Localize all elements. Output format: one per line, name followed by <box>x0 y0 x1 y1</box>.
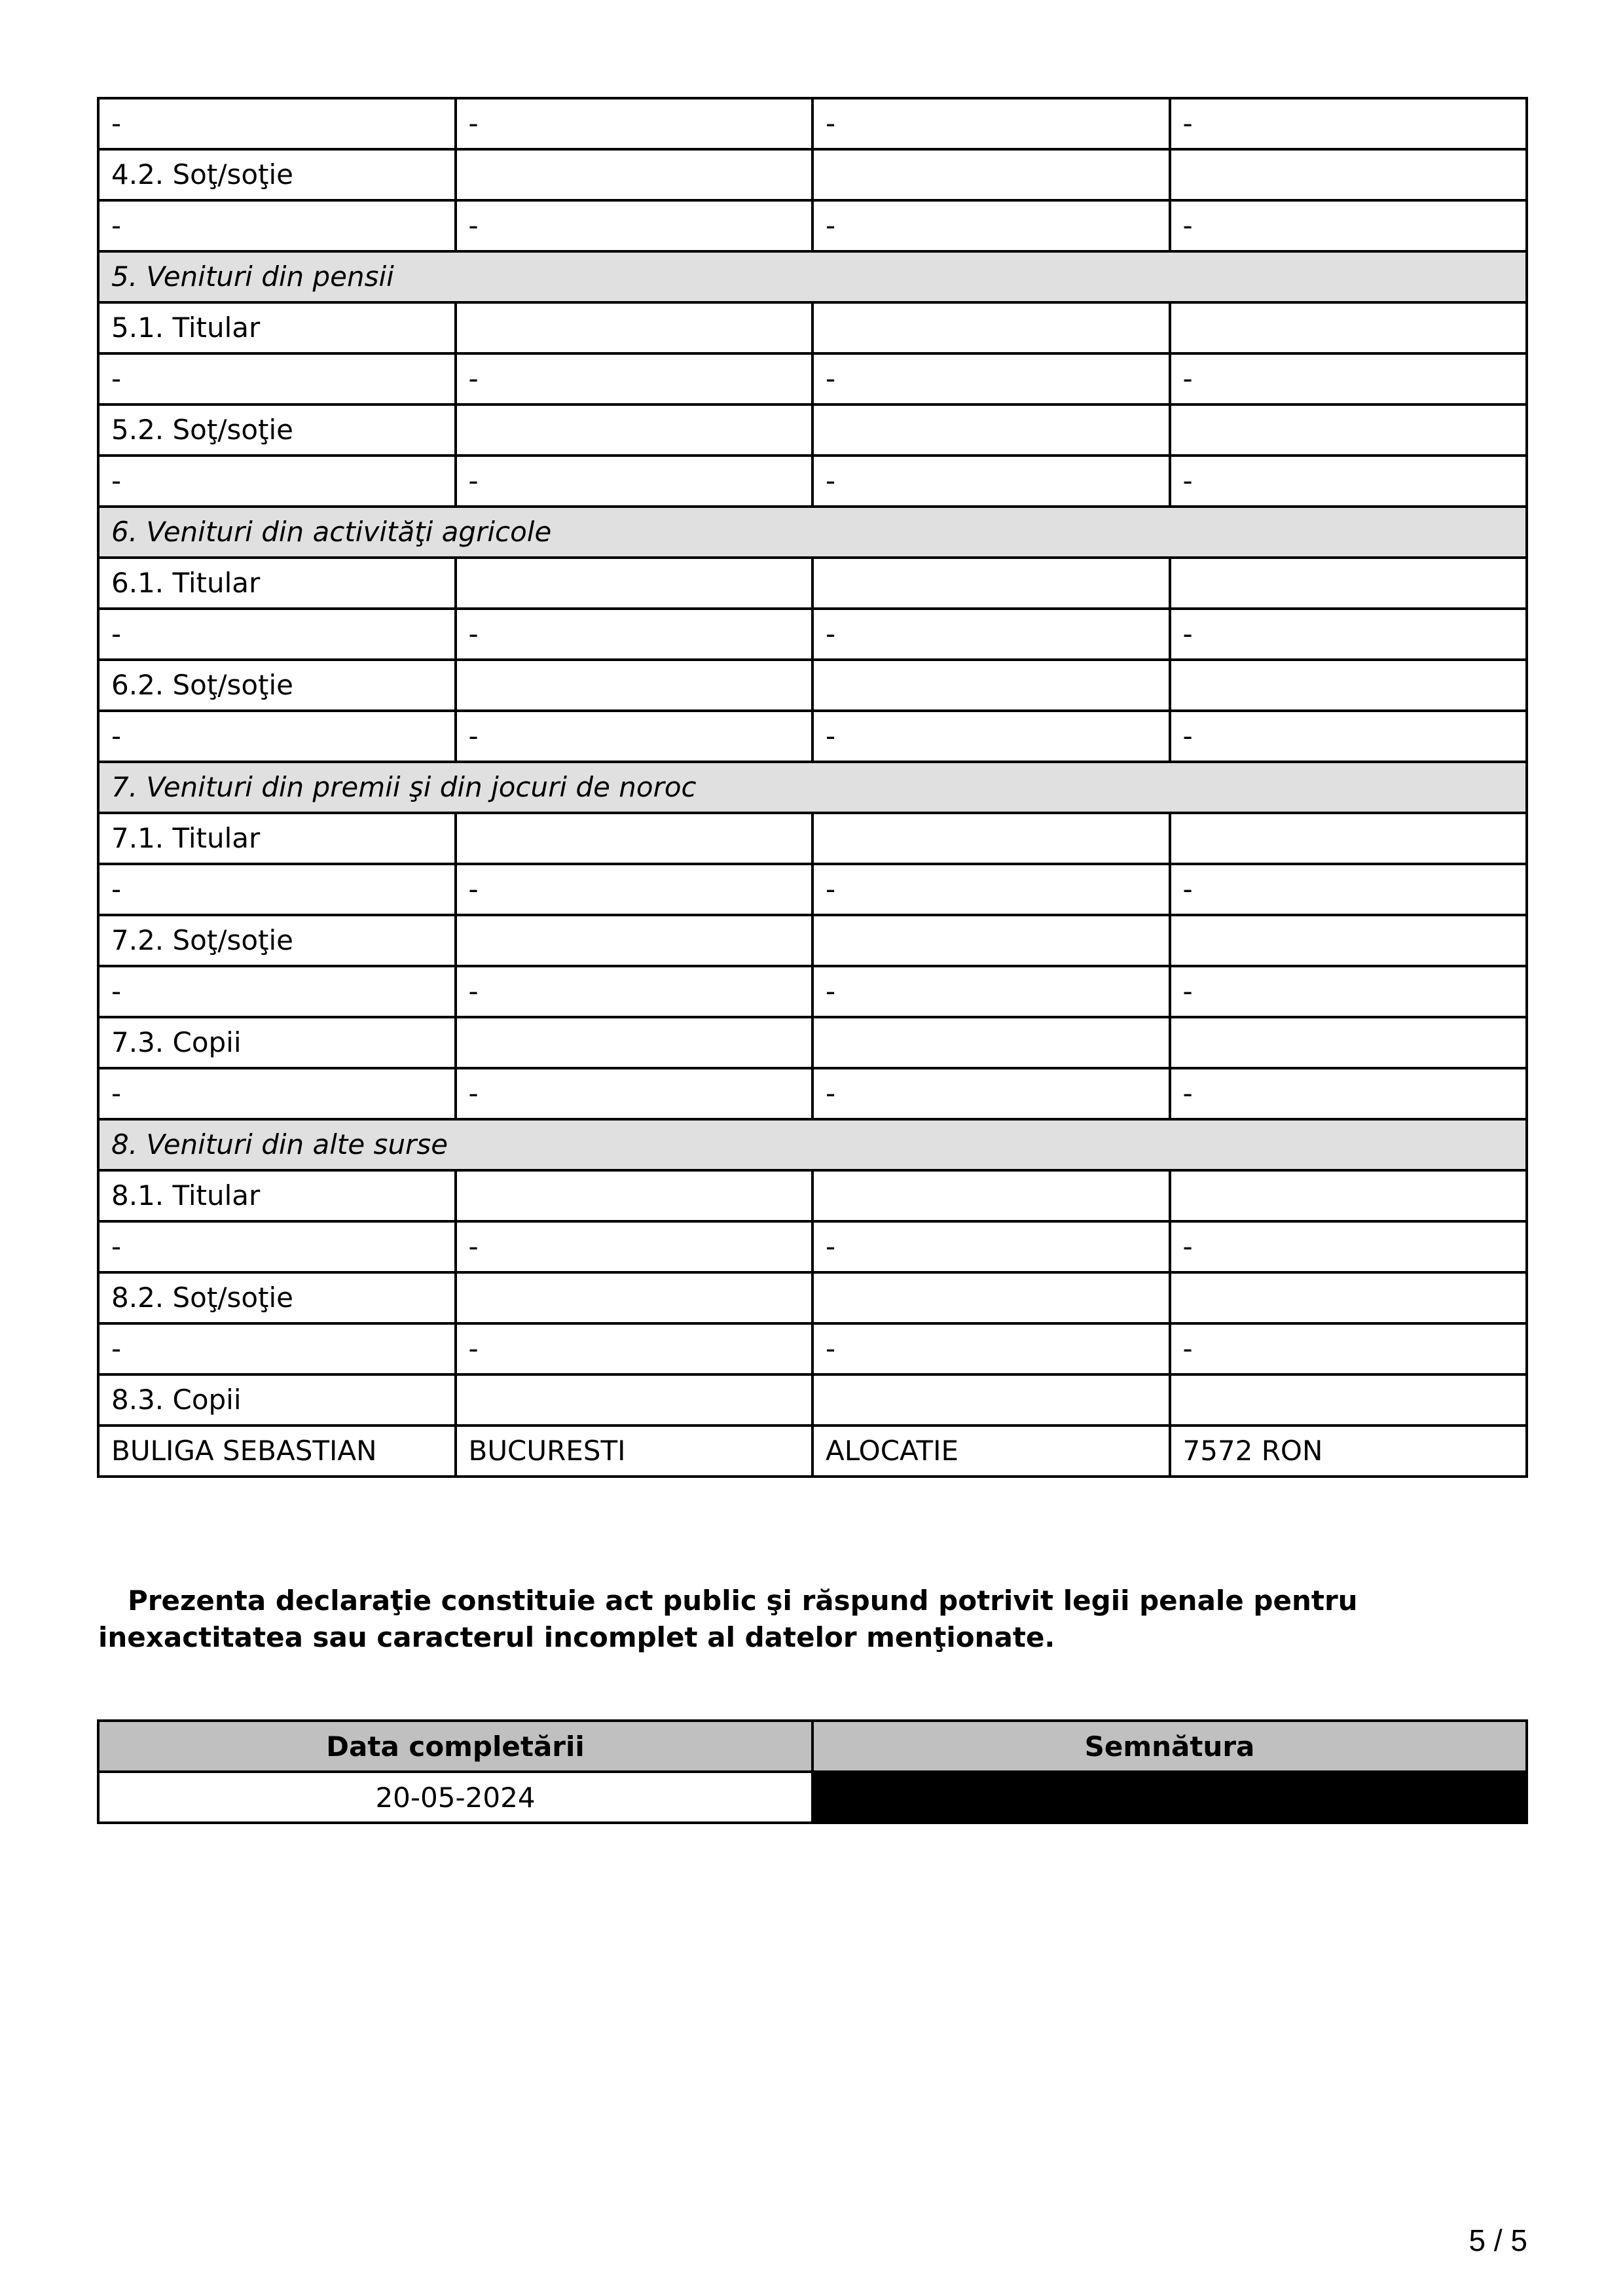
table-cell <box>1170 558 1527 609</box>
table-cell: - <box>98 864 456 915</box>
table-cell <box>1170 1017 1527 1068</box>
table-cell: - <box>812 966 1170 1017</box>
table-cell: - <box>98 98 456 149</box>
table-cell <box>1170 1170 1527 1221</box>
table-cell: - <box>1170 966 1527 1017</box>
table-cell: - <box>456 966 813 1017</box>
table-cell: - <box>456 200 813 251</box>
table-cell <box>812 915 1170 966</box>
table-cell <box>1170 1272 1527 1323</box>
table-cell <box>456 149 813 200</box>
table-cell <box>1170 404 1527 456</box>
income-table <box>97 97 1528 1478</box>
table-cell: - <box>1170 200 1527 251</box>
table-cell: - <box>456 864 813 915</box>
table-row <box>98 1221 1527 1272</box>
table-cell: 5.2. Soţ/soţie <box>98 404 456 456</box>
table-row <box>98 1017 1527 1068</box>
table-cell: 5.1. Titular <box>98 302 456 353</box>
table-cell <box>1170 302 1527 353</box>
table-cell <box>456 660 813 711</box>
table-cell: - <box>98 609 456 660</box>
table-cell <box>1170 915 1527 966</box>
section-title: 8. Venituri din alte surse <box>98 1119 1527 1170</box>
section-header-row <box>98 507 1527 558</box>
table-row <box>98 1068 1527 1119</box>
section-header-row <box>98 251 1527 302</box>
table-cell: 7.2. Soţ/soţie <box>98 915 456 966</box>
date-header: Data completării <box>98 1721 812 1772</box>
table-row <box>98 711 1527 762</box>
section-header-row <box>98 762 1527 813</box>
table-cell <box>812 1170 1170 1221</box>
table-cell: - <box>812 98 1170 149</box>
section-title: 5. Venituri din pensii <box>98 251 1527 302</box>
table-row <box>98 1323 1527 1374</box>
table-cell <box>812 149 1170 200</box>
table-row <box>98 558 1527 609</box>
table-cell <box>456 404 813 456</box>
table-cell: - <box>98 966 456 1017</box>
table-cell <box>456 813 813 864</box>
table-cell <box>812 302 1170 353</box>
table-row <box>98 864 1527 915</box>
table-row <box>98 1272 1527 1323</box>
table-cell <box>456 1374 813 1426</box>
declaration-statement: Prezenta declaraţie constituie act public şi răspund potrivit legii penale pentru inexactitatea sau caracterul incomplet al datelor menţionate. <box>98 1585 1358 1653</box>
table-cell: - <box>1170 1221 1527 1272</box>
table-row <box>98 200 1527 251</box>
table-row <box>98 456 1527 507</box>
table-cell: BULIGA SEBASTIAN <box>98 1426 456 1477</box>
table-row <box>98 302 1527 353</box>
table-cell <box>812 558 1170 609</box>
table-row <box>98 98 1527 149</box>
table-cell <box>456 302 813 353</box>
table-cell: - <box>98 711 456 762</box>
table-cell <box>456 1017 813 1068</box>
table-cell: 7572 RON <box>1170 1426 1527 1477</box>
table-cell: - <box>812 200 1170 251</box>
table-cell: 4.2. Soţ/soţie <box>98 149 456 200</box>
table-cell <box>1170 149 1527 200</box>
table-cell: - <box>812 1068 1170 1119</box>
table-row <box>98 915 1527 966</box>
table-cell: - <box>812 864 1170 915</box>
table-cell <box>812 1017 1170 1068</box>
table-row <box>98 813 1527 864</box>
table-cell: - <box>456 609 813 660</box>
income-table-body <box>98 98 1527 1477</box>
table-cell: - <box>1170 711 1527 762</box>
table-cell <box>456 915 813 966</box>
table-row <box>98 609 1527 660</box>
table-cell: - <box>98 353 456 404</box>
table-cell: - <box>1170 98 1527 149</box>
table-cell: 7.1. Titular <box>98 813 456 864</box>
table-cell: - <box>1170 1323 1527 1374</box>
table-cell <box>812 1272 1170 1323</box>
table-cell <box>812 660 1170 711</box>
table-cell: - <box>1170 353 1527 404</box>
table-cell: - <box>812 353 1170 404</box>
table-cell: - <box>456 1323 813 1374</box>
section-title: 6. Venituri din activităţi agricole <box>98 507 1527 558</box>
table-cell: - <box>1170 864 1527 915</box>
table-cell: - <box>812 456 1170 507</box>
table-cell: - <box>456 1068 813 1119</box>
table-cell: 8.1. Titular <box>98 1170 456 1221</box>
table-cell: - <box>812 711 1170 762</box>
signature-table-value-row <box>98 1772 1527 1823</box>
table-cell: - <box>456 98 813 149</box>
table-cell: BUCURESTI <box>456 1426 813 1477</box>
table-cell <box>812 1374 1170 1426</box>
table-cell: - <box>456 353 813 404</box>
table-cell: 6.1. Titular <box>98 558 456 609</box>
table-cell: - <box>98 456 456 507</box>
table-cell: 8.3. Copii <box>98 1374 456 1426</box>
table-cell <box>1170 660 1527 711</box>
table-cell: - <box>456 456 813 507</box>
table-cell: ALOCATIE <box>812 1426 1170 1477</box>
table-cell: - <box>456 1221 813 1272</box>
table-row <box>98 353 1527 404</box>
table-cell: - <box>812 609 1170 660</box>
table-cell: - <box>98 1068 456 1119</box>
table-row <box>98 404 1527 456</box>
table-cell: - <box>1170 456 1527 507</box>
table-cell: 8.2. Soţ/soţie <box>98 1272 456 1323</box>
table-cell: - <box>1170 609 1527 660</box>
signature-redacted-block <box>812 1772 1527 1823</box>
signature-header: Semnătura <box>812 1721 1527 1772</box>
table-row <box>98 1426 1527 1477</box>
section-title: 7. Venituri din premii şi din jocuri de noroc <box>98 762 1527 813</box>
table-cell <box>456 1272 813 1323</box>
table-row <box>98 966 1527 1017</box>
table-cell: - <box>812 1323 1170 1374</box>
table-cell <box>812 404 1170 456</box>
table-cell <box>1170 813 1527 864</box>
page-number: 5 / 5 <box>1468 2223 1527 2257</box>
table-cell: - <box>98 1221 456 1272</box>
table-cell: - <box>812 1221 1170 1272</box>
table-row <box>98 1170 1527 1221</box>
table-row <box>98 660 1527 711</box>
table-row <box>98 1374 1527 1426</box>
table-cell: - <box>1170 1068 1527 1119</box>
signature-table <box>97 1719 1528 1824</box>
table-cell <box>812 813 1170 864</box>
table-cell: 6.2. Soţ/soţie <box>98 660 456 711</box>
completion-date: 20-05-2024 <box>98 1772 812 1823</box>
table-cell <box>456 558 813 609</box>
table-cell <box>456 1170 813 1221</box>
signature-table-header-row <box>98 1721 1527 1772</box>
section-header-row <box>98 1119 1527 1170</box>
table-cell: - <box>98 1323 456 1374</box>
table-cell: 7.3. Copii <box>98 1017 456 1068</box>
table-cell: - <box>98 200 456 251</box>
table-cell: - <box>456 711 813 762</box>
table-row <box>98 149 1527 200</box>
table-cell <box>1170 1374 1527 1426</box>
